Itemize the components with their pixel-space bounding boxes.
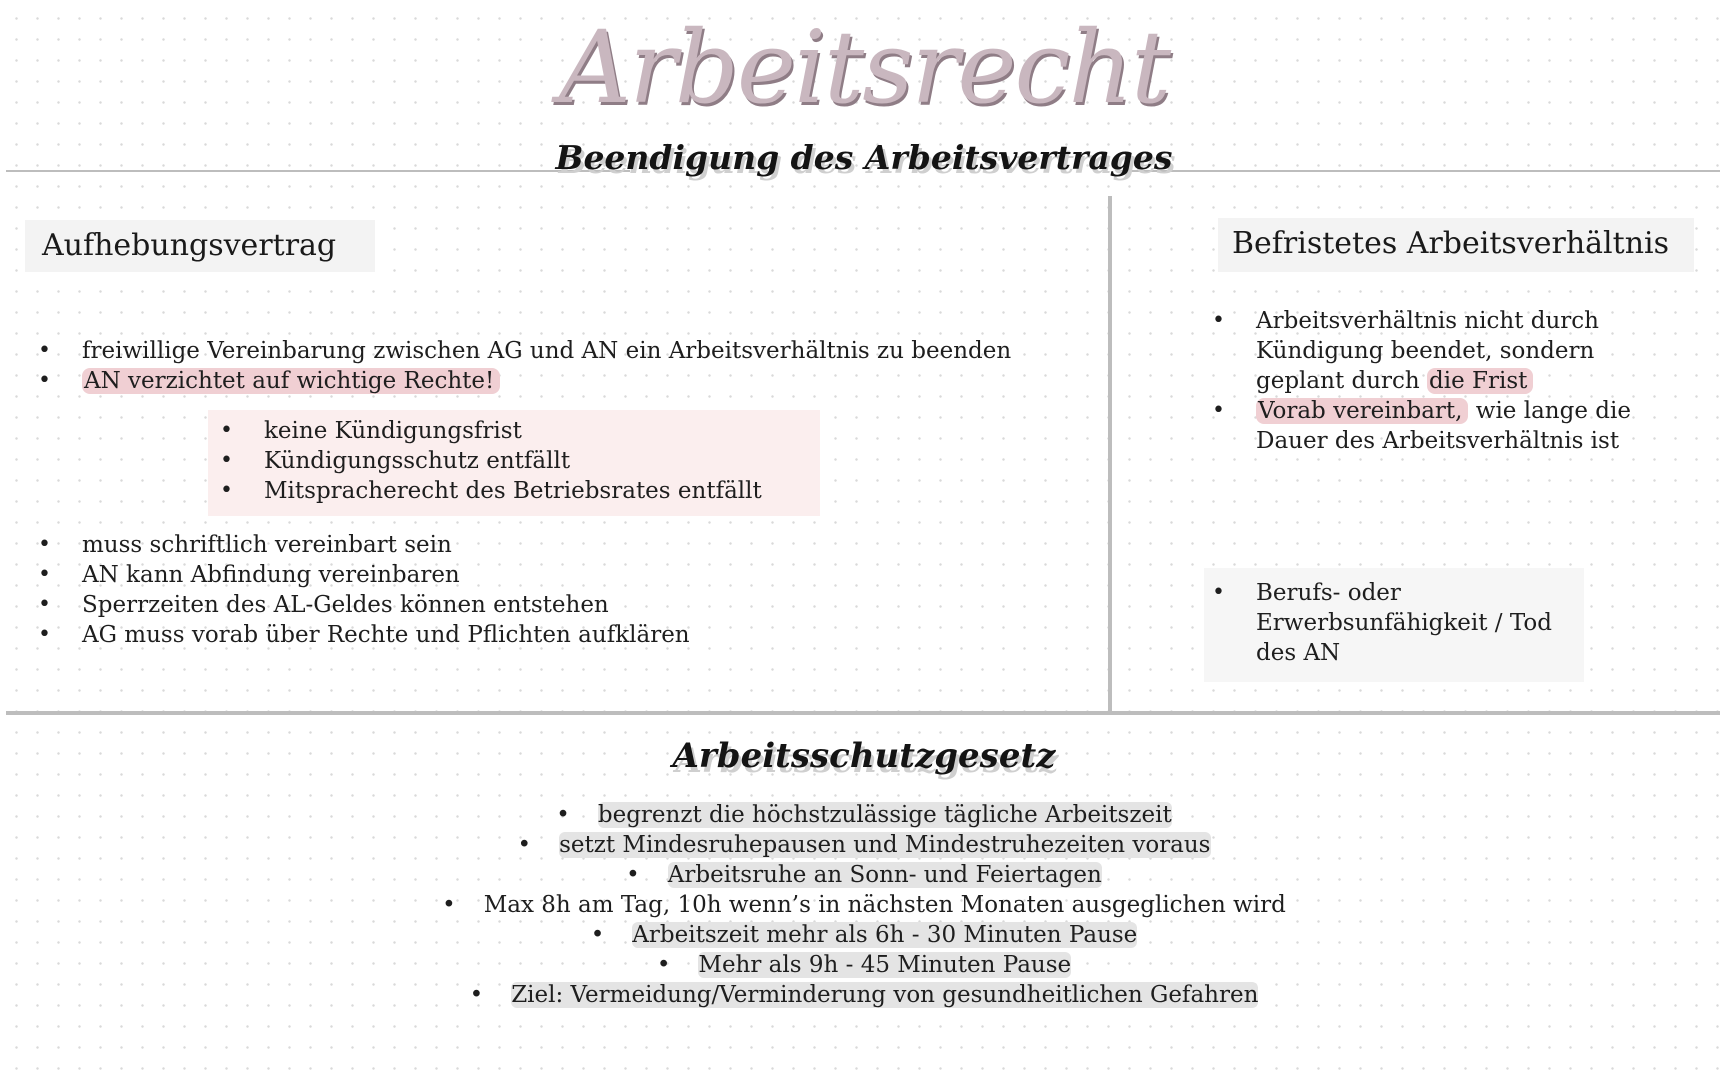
list-item: • Sperrzeiten des AL-Geldes können entstehen bbox=[38, 590, 690, 620]
aufhebung-sub-list bbox=[220, 416, 762, 506]
list-item: • Berufs- oder Erwerbsunfähigkeit / Tod des AN bbox=[1212, 578, 1582, 668]
aufhebung-list-bottom bbox=[38, 530, 690, 650]
bullet-icon: • bbox=[626, 862, 640, 888]
subtitle-wrap bbox=[0, 134, 1728, 182]
schutz-heading: Arbeitsschutzgesetz bbox=[672, 736, 1056, 776]
list-item bbox=[1212, 396, 1652, 456]
list-item: • AG muss vorab über Rechte und Pflichten aufklären bbox=[38, 620, 690, 650]
list-item bbox=[0, 860, 1728, 890]
bullet-icon: • bbox=[517, 832, 532, 858]
list-item bbox=[0, 800, 1728, 830]
list-item: • AN kann Abfindung vereinbaren bbox=[38, 560, 690, 590]
list-item: • muss schriftlich vereinbart sein bbox=[38, 530, 690, 560]
horizontal-divider bbox=[6, 711, 1720, 715]
list-item: • Kündigungsschutz entfällt bbox=[220, 446, 762, 476]
list-item: • Mitspracherecht des Betriebsrates entfällt bbox=[220, 476, 762, 506]
list-item-text: begrenzt die höchstzulässige tägliche Arbeitszeit bbox=[597, 802, 1172, 828]
list-item bbox=[38, 366, 1011, 396]
list-item bbox=[1212, 306, 1652, 396]
befristet-list bbox=[1212, 306, 1652, 456]
bullet-icon: • bbox=[556, 802, 570, 828]
list-item bbox=[0, 950, 1728, 980]
list-item-text: Arbeitsruhe an Sonn- und Feiertagen bbox=[667, 862, 1102, 888]
page-title: Arbeitsrecht bbox=[558, 9, 1170, 126]
bullet-icon: • bbox=[469, 982, 484, 1008]
highlighted-text: die Frist bbox=[1427, 368, 1533, 394]
aufhebung-heading: Aufhebungsvertrag bbox=[42, 228, 337, 263]
page-subtitle: Beendigung des Arbeitsvertrages bbox=[555, 138, 1173, 177]
schutz-heading-wrap bbox=[0, 732, 1728, 780]
list-item-text: Arbeitsverhältnis nicht durch Kündigung beendet, sondern geplant durch bbox=[1256, 308, 1599, 394]
bullet-icon: • bbox=[590, 922, 605, 948]
list-item-text: Arbeitszeit mehr als 6h - 30 Minuten Pause bbox=[632, 922, 1138, 948]
bullet-icon: • bbox=[656, 952, 671, 978]
aufhebung-list-top bbox=[38, 336, 1011, 396]
list-item bbox=[0, 980, 1728, 1010]
bullet-icon: • bbox=[442, 892, 456, 918]
schutz-list bbox=[0, 800, 1728, 1010]
befristet-heading: Befristetes Arbeitsverhältnis bbox=[1232, 226, 1670, 261]
befristet-extra-list bbox=[1212, 578, 1582, 668]
list-item: • freiwillige Vereinbarung zwischen AG und AN ein Arbeitsverhältnis zu beenden bbox=[38, 336, 1011, 366]
list-item: • keine Kündigungsfrist bbox=[220, 416, 762, 446]
list-item-text: Mehr als 9h - 45 Minuten Pause bbox=[698, 952, 1072, 978]
vertical-divider bbox=[1108, 196, 1112, 712]
list-item bbox=[0, 890, 1728, 920]
highlighted-text: Vorab vereinbart, bbox=[1256, 398, 1468, 424]
list-item-text: wie lange die Dauer des Arbeitsverhältnis ist bbox=[1256, 398, 1631, 454]
list-item-text: Ziel: Vermeidung/Verminderung von gesundheitlichen Gefahren bbox=[511, 982, 1259, 1008]
list-item bbox=[0, 830, 1728, 860]
highlighted-text: AN verzichtet auf wichtige Rechte! bbox=[82, 368, 500, 394]
list-item-text: setzt Mindesruhepausen und Mindestruhezeiten voraus bbox=[559, 832, 1211, 858]
list-item bbox=[0, 920, 1728, 950]
list-item-text: Max 8h am Tag, 10h wenn’s in nächsten Monaten ausgeglichen wird bbox=[483, 892, 1286, 918]
